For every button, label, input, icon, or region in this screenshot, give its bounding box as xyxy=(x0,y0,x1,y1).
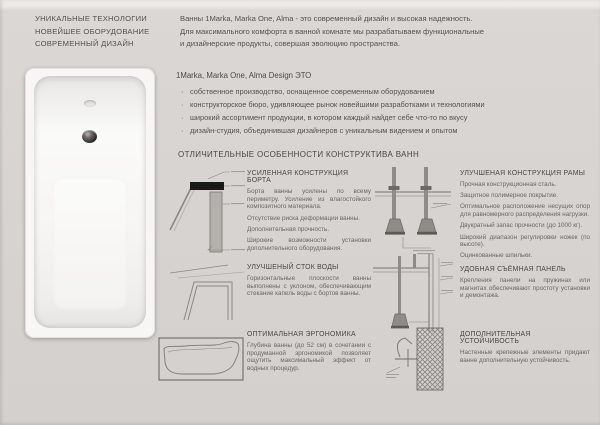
bullet-text: дизайн-студия, объединившая дизайнеров с уникальным видением и опытом xyxy=(190,126,458,135)
section-paragraph: Дополнительная прочность. xyxy=(247,225,330,233)
section-paragraph: Горизонтальные плоскости ванны выполнены с уклоном, обеспечивающим стекание капель воды с бортов ванны. xyxy=(247,275,371,298)
slogan-line: СОВРЕМЕННЫЙ ДИЗАЙН xyxy=(35,39,134,48)
frame-legs-diagram xyxy=(373,162,455,262)
bullet-text: широкий ассортимент продукции, в котором каждый найдет себе что-то по вкусу xyxy=(190,113,468,122)
bullet-icon: · xyxy=(181,87,184,96)
section-paragraph: Отсутствие риска деформации ванны. xyxy=(247,214,360,222)
section-wall-stability xyxy=(460,331,590,368)
bullet-icon: · xyxy=(181,100,184,109)
section-removable-panel xyxy=(460,266,590,304)
ergonomics-diagram xyxy=(156,331,246,391)
section-paragraph: Настенные крепежные элементы придают ванне дополнительную устойчивость. xyxy=(460,349,590,364)
bathtub-basin xyxy=(34,76,146,328)
section-ergonomics xyxy=(247,331,371,376)
intro-line: Для максимального комфорта в ванной комнате мы разрабатываем функциональные xyxy=(180,26,485,36)
features-title: ОТЛИЧИТЕЛЬНЫЕ ОСОБЕННОСТИ КОНСТРУКТИВА ВАНН xyxy=(178,150,420,159)
intro-line: и дизайнерские продукты, совершая эволюцию пространства. xyxy=(180,39,400,48)
section-paragraph: Оптимальное расположение несущих опор для равномерного распределения нагрузки. xyxy=(460,203,590,219)
list-item xyxy=(181,85,541,98)
slogan-block xyxy=(35,13,185,51)
section-paragraph: Борта ванны усилены по всему периметру. Усиление из влагостойкого композитного материала. xyxy=(247,188,371,211)
brand-bullet-list xyxy=(181,85,541,137)
section-paragraph: Оцинкованные шпильки. xyxy=(460,252,533,260)
section-paragraph: Широкий диапазон регулировки ножек (по высоте). xyxy=(460,233,590,249)
section-title: УЛУЧШЕНЫЙ СТОК ВОДЫ xyxy=(247,264,339,271)
list-item xyxy=(181,111,541,124)
intro-line: Ванны 1Marka, Marka One, Alma - это современный дизайн и высокая надежность. xyxy=(180,14,473,23)
bullet-icon: · xyxy=(181,126,184,135)
overflow-hole xyxy=(84,100,96,107)
section-title: ОПТИМАЛЬНАЯ ЭРГОНОМИКА xyxy=(247,331,356,338)
section-paragraph: Двукратный запас прочности (до 1000 кг). xyxy=(460,222,583,230)
brand-title: 1Marka, Marka One, Alma Design ЭТО xyxy=(176,71,312,80)
section-paragraph: Широкие возможности установки дополнительного оборудования. xyxy=(247,237,371,252)
section-title: УЛУЧШЕНАЯ КОНСТРУКЦИЯ РАМЫ xyxy=(460,170,586,177)
slogan-line: НОВЕЙШЕЕ ОБОРУДОВАНИЕ xyxy=(35,26,150,36)
section-paragraph: Защитное полимерное покрытие. xyxy=(460,192,558,200)
wall-bracket-diagram xyxy=(385,327,451,401)
section-paragraph: Глубина ванны (до 52 см) в сочетании с продуманной эргономикой позволяет ощутить максимальный эффект от водных процедур. xyxy=(247,342,371,373)
bullet-text: собственное производство, оснащенное современным оборудованием xyxy=(190,87,435,96)
list-item xyxy=(181,98,541,111)
bullet-text: конструкторское бюро, удивляющее рынок новейшими разработками и технологиями xyxy=(190,100,485,109)
bullet-icon: · xyxy=(181,113,184,122)
section-title: ДОПОЛНИТЕЛЬНАЯ УСТОЙЧИВОСТЬ xyxy=(460,331,531,345)
section-title: УДОБНАЯ СЪЁМНАЯ ПАНЕЛЬ xyxy=(460,266,566,273)
bathtub-top-view-image xyxy=(25,68,155,338)
section-paragraph: Крепления панели на пружинах или магнитах обеспечивают простоту установки и демонтажа. xyxy=(460,277,590,300)
section-title: УСИЛЕННАЯ КОНСТРУКЦИЯ БОРТА xyxy=(247,170,349,184)
slogan-line: УНИКАЛЬНЫЕ ТЕХНОЛОГИИ xyxy=(35,14,148,23)
section-frame xyxy=(460,170,590,264)
section-paragraph: Прочная конструкционная сталь. xyxy=(460,181,557,188)
water-runoff-diagram xyxy=(170,260,246,328)
drain-hole xyxy=(82,130,97,143)
bathtub-floor xyxy=(52,177,128,311)
list-item xyxy=(181,124,541,137)
section-rim-reinforcement xyxy=(247,170,371,256)
section-water-runoff xyxy=(247,264,371,302)
rim-reinforcement-diagram xyxy=(168,168,246,260)
intro-paragraph xyxy=(180,13,580,51)
